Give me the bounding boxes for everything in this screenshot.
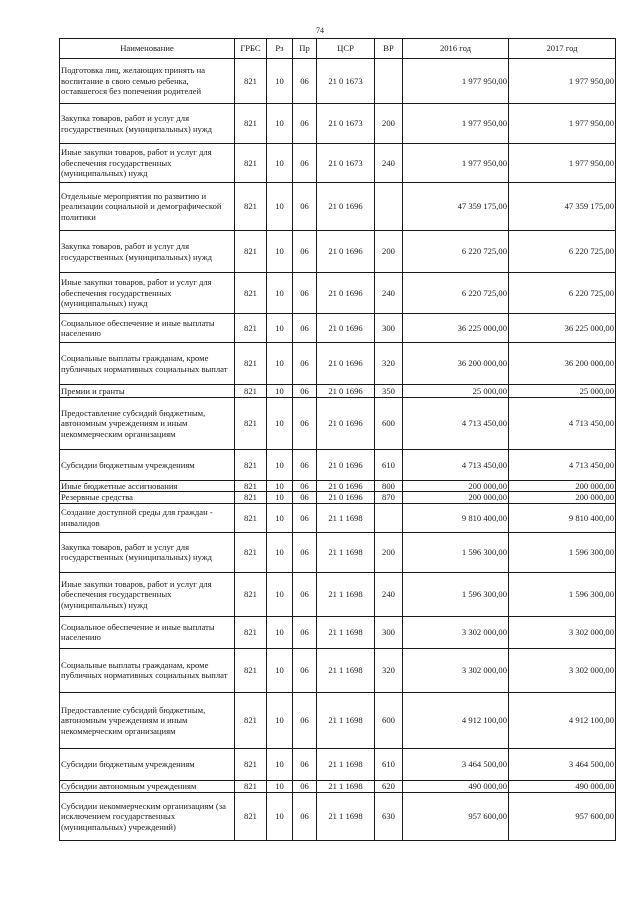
row-csr: 21 1 1698 [317, 532, 375, 572]
row-pr: 06 [293, 450, 317, 481]
row-amount-2016: 4 713 450,00 [403, 450, 509, 481]
row-csr: 21 1 1698 [317, 648, 375, 692]
table-row [60, 385, 616, 398]
row-rz: 10 [267, 59, 293, 104]
row-name: Закупка товаров, работ и услуг для государственных (муниципальных) нужд [60, 104, 235, 144]
row-amount-2016: 3 302 000,00 [403, 616, 509, 648]
row-grbs: 821 [235, 231, 267, 273]
table-row [60, 144, 616, 183]
table-row [60, 59, 616, 104]
row-name: Социальное обеспечение и иные выплаты населению [60, 616, 235, 648]
table-row [60, 231, 616, 273]
row-name: Отдельные мероприятия по развитию и реализации социальной и демографической политики [60, 183, 235, 231]
row-pr: 06 [293, 314, 317, 343]
row-rz: 10 [267, 385, 293, 398]
row-rz: 10 [267, 314, 293, 343]
header-grbs: ГРБС [235, 39, 267, 59]
row-amount-2016: 4 713 450,00 [403, 398, 509, 450]
row-amount-2017: 1 977 950,00 [509, 104, 616, 144]
table-row [60, 692, 616, 748]
row-pr: 06 [293, 532, 317, 572]
row-pr: 06 [293, 780, 317, 792]
row-amount-2017: 3 302 000,00 [509, 648, 616, 692]
row-amount-2016: 47 359 175,00 [403, 183, 509, 231]
row-csr: 21 0 1696 [317, 450, 375, 481]
row-amount-2016: 3 302 000,00 [403, 648, 509, 692]
row-vr: 320 [375, 648, 403, 692]
row-name: Премии и гранты [60, 385, 235, 398]
row-amount-2017: 490 000,00 [509, 780, 616, 792]
header-2016: 2016 год [403, 39, 509, 59]
row-name: Резервные средства [60, 492, 235, 503]
row-pr: 06 [293, 398, 317, 450]
table-row [60, 532, 616, 572]
row-rz: 10 [267, 343, 293, 385]
row-csr: 21 0 1696 [317, 492, 375, 503]
row-pr: 06 [293, 144, 317, 183]
row-amount-2016: 490 000,00 [403, 780, 509, 792]
table-row [60, 792, 616, 840]
row-name: Иные закупки товаров, работ и услуг для обеспечения государственных (муниципальных) нужд [60, 273, 235, 314]
row-amount-2016: 957 600,00 [403, 792, 509, 840]
row-csr: 21 0 1696 [317, 481, 375, 492]
table-row [60, 492, 616, 503]
row-grbs: 821 [235, 183, 267, 231]
row-grbs: 821 [235, 450, 267, 481]
row-amount-2016: 200 000,00 [403, 481, 509, 492]
row-amount-2017: 200 000,00 [509, 481, 616, 492]
table-row [60, 450, 616, 481]
header-rz: Рз [267, 39, 293, 59]
row-csr: 21 0 1696 [317, 314, 375, 343]
row-amount-2017: 25 000,00 [509, 385, 616, 398]
row-rz: 10 [267, 398, 293, 450]
row-rz: 10 [267, 144, 293, 183]
header-csr: ЦСР [317, 39, 375, 59]
row-csr: 21 1 1698 [317, 616, 375, 648]
row-vr: 870 [375, 492, 403, 503]
header-2017: 2017 год [509, 39, 616, 59]
row-rz: 10 [267, 648, 293, 692]
row-pr: 06 [293, 343, 317, 385]
row-name: Социальные выплаты гражданам, кроме публичных нормативных социальных выплат [60, 648, 235, 692]
row-name: Предоставление субсидий бюджетным, автономным учреждениям и иным некоммерческим организациям [60, 398, 235, 450]
row-amount-2016: 6 220 725,00 [403, 231, 509, 273]
row-amount-2017: 6 220 725,00 [509, 231, 616, 273]
row-vr: 240 [375, 572, 403, 616]
table-row [60, 104, 616, 144]
row-name: Субсидии бюджетным учреждениям [60, 748, 235, 780]
row-name: Субсидии бюджетным учреждениям [60, 450, 235, 481]
row-pr: 06 [293, 492, 317, 503]
row-pr: 06 [293, 104, 317, 144]
row-csr: 21 0 1673 [317, 59, 375, 104]
table-row [60, 398, 616, 450]
row-csr: 21 0 1696 [317, 183, 375, 231]
row-pr: 06 [293, 183, 317, 231]
row-grbs: 821 [235, 343, 267, 385]
row-vr: 200 [375, 104, 403, 144]
row-grbs: 821 [235, 572, 267, 616]
row-rz: 10 [267, 792, 293, 840]
row-amount-2017: 36 200 000,00 [509, 343, 616, 385]
row-rz: 10 [267, 616, 293, 648]
row-grbs: 821 [235, 780, 267, 792]
row-vr: 800 [375, 481, 403, 492]
row-pr: 06 [293, 616, 317, 648]
table-row [60, 616, 616, 648]
row-vr: 200 [375, 532, 403, 572]
table-header-row [60, 39, 616, 59]
row-rz: 10 [267, 572, 293, 616]
row-csr: 21 0 1696 [317, 273, 375, 314]
row-grbs: 821 [235, 398, 267, 450]
row-amount-2017: 6 220 725,00 [509, 273, 616, 314]
row-vr [375, 59, 403, 104]
row-grbs: 821 [235, 503, 267, 532]
row-grbs: 821 [235, 492, 267, 503]
table-row [60, 314, 616, 343]
row-rz: 10 [267, 183, 293, 231]
row-amount-2017: 4 912 100,00 [509, 692, 616, 748]
row-pr: 06 [293, 385, 317, 398]
row-rz: 10 [267, 492, 293, 503]
row-amount-2017: 47 359 175,00 [509, 183, 616, 231]
row-csr: 21 0 1696 [317, 398, 375, 450]
row-name: Социальные выплаты гражданам, кроме публичных нормативных социальных выплат [60, 343, 235, 385]
row-amount-2017: 1 596 300,00 [509, 572, 616, 616]
row-csr: 21 1 1698 [317, 503, 375, 532]
row-name: Подготовка лиц, желающих принять на воспитание в свою семью ребенка, оставшегося без попечения родителей [60, 59, 235, 104]
row-grbs: 821 [235, 748, 267, 780]
row-rz: 10 [267, 450, 293, 481]
row-amount-2017: 9 810 400,00 [509, 503, 616, 532]
row-name: Закупка товаров, работ и услуг для государственных (муниципальных) нужд [60, 231, 235, 273]
row-grbs: 821 [235, 692, 267, 748]
row-amount-2017: 4 713 450,00 [509, 450, 616, 481]
row-rz: 10 [267, 481, 293, 492]
row-name: Иные закупки товаров, работ и услуг для обеспечения государственных (муниципальных) нужд [60, 144, 235, 183]
row-rz: 10 [267, 748, 293, 780]
row-amount-2016: 9 810 400,00 [403, 503, 509, 532]
row-rz: 10 [267, 231, 293, 273]
row-csr: 21 1 1698 [317, 692, 375, 748]
row-grbs: 821 [235, 385, 267, 398]
row-csr: 21 1 1698 [317, 792, 375, 840]
row-amount-2017: 36 225 000,00 [509, 314, 616, 343]
row-grbs: 821 [235, 104, 267, 144]
row-vr: 600 [375, 692, 403, 748]
table-row [60, 273, 616, 314]
table-row [60, 503, 616, 532]
row-grbs: 821 [235, 59, 267, 104]
row-amount-2017: 3 302 000,00 [509, 616, 616, 648]
row-vr: 200 [375, 231, 403, 273]
table-row [60, 648, 616, 692]
row-name: Предоставление субсидий бюджетным, автономным учреждениям и иным некоммерческим организациям [60, 692, 235, 748]
row-vr: 300 [375, 616, 403, 648]
row-pr: 06 [293, 792, 317, 840]
row-rz: 10 [267, 503, 293, 532]
row-vr: 240 [375, 144, 403, 183]
row-name: Создание доступной среды для граждан - инвалидов [60, 503, 235, 532]
row-vr: 300 [375, 314, 403, 343]
row-rz: 10 [267, 532, 293, 572]
table-row [60, 748, 616, 780]
row-vr: 320 [375, 343, 403, 385]
row-amount-2017: 957 600,00 [509, 792, 616, 840]
row-amount-2016: 6 220 725,00 [403, 273, 509, 314]
header-name: Наименование [60, 39, 235, 59]
row-vr: 240 [375, 273, 403, 314]
page-number: 74 [316, 26, 324, 35]
row-rz: 10 [267, 273, 293, 314]
row-vr: 610 [375, 450, 403, 481]
row-pr: 06 [293, 503, 317, 532]
row-amount-2016: 1 596 300,00 [403, 572, 509, 616]
row-vr: 620 [375, 780, 403, 792]
row-csr: 21 1 1698 [317, 780, 375, 792]
row-amount-2016: 3 464 500,00 [403, 748, 509, 780]
row-pr: 06 [293, 231, 317, 273]
row-amount-2017: 200 000,00 [509, 492, 616, 503]
table-row [60, 183, 616, 231]
row-pr: 06 [293, 59, 317, 104]
row-grbs: 821 [235, 273, 267, 314]
row-name: Закупка товаров, работ и услуг для государственных (муниципальных) нужд [60, 532, 235, 572]
row-amount-2016: 1 977 950,00 [403, 104, 509, 144]
row-pr: 06 [293, 273, 317, 314]
row-grbs: 821 [235, 616, 267, 648]
row-grbs: 821 [235, 648, 267, 692]
row-name: Иные бюджетные ассигнования [60, 481, 235, 492]
row-grbs: 821 [235, 144, 267, 183]
row-amount-2017: 1 977 950,00 [509, 59, 616, 104]
row-vr: 630 [375, 792, 403, 840]
row-csr: 21 1 1698 [317, 748, 375, 780]
row-pr: 06 [293, 748, 317, 780]
row-grbs: 821 [235, 481, 267, 492]
row-vr: 610 [375, 748, 403, 780]
row-amount-2016: 1 977 950,00 [403, 144, 509, 183]
row-pr: 06 [293, 648, 317, 692]
row-name: Субсидии автономным учреждениям [60, 780, 235, 792]
row-amount-2017: 4 713 450,00 [509, 398, 616, 450]
table-row [60, 572, 616, 616]
budget-table [59, 38, 616, 841]
row-vr: 600 [375, 398, 403, 450]
row-name: Иные закупки товаров, работ и услуг для обеспечения государственных (муниципальных) нужд [60, 572, 235, 616]
row-amount-2017: 1 977 950,00 [509, 144, 616, 183]
row-vr: 350 [375, 385, 403, 398]
row-grbs: 821 [235, 314, 267, 343]
row-amount-2016: 4 912 100,00 [403, 692, 509, 748]
header-pr: Пр [293, 39, 317, 59]
row-amount-2016: 1 596 300,00 [403, 532, 509, 572]
row-amount-2016: 25 000,00 [403, 385, 509, 398]
row-csr: 21 0 1696 [317, 343, 375, 385]
row-pr: 06 [293, 481, 317, 492]
row-pr: 06 [293, 572, 317, 616]
row-rz: 10 [267, 692, 293, 748]
table-row [60, 343, 616, 385]
row-amount-2017: 1 596 300,00 [509, 532, 616, 572]
row-amount-2016: 36 200 000,00 [403, 343, 509, 385]
row-name: Субсидии некоммерческим организациям (за исключением государственных (муниципальных) учреждений) [60, 792, 235, 840]
row-csr: 21 0 1673 [317, 144, 375, 183]
row-csr: 21 0 1696 [317, 231, 375, 273]
row-amount-2016: 1 977 950,00 [403, 59, 509, 104]
row-grbs: 821 [235, 792, 267, 840]
row-amount-2017: 3 464 500,00 [509, 748, 616, 780]
row-name: Социальное обеспечение и иные выплаты населению [60, 314, 235, 343]
table-row [60, 481, 616, 492]
row-csr: 21 0 1696 [317, 385, 375, 398]
row-rz: 10 [267, 780, 293, 792]
table-row [60, 780, 616, 792]
row-vr [375, 503, 403, 532]
row-csr: 21 1 1698 [317, 572, 375, 616]
row-amount-2016: 200 000,00 [403, 492, 509, 503]
header-vr: ВР [375, 39, 403, 59]
row-grbs: 821 [235, 532, 267, 572]
row-amount-2016: 36 225 000,00 [403, 314, 509, 343]
row-rz: 10 [267, 104, 293, 144]
row-csr: 21 0 1673 [317, 104, 375, 144]
row-vr [375, 183, 403, 231]
row-pr: 06 [293, 692, 317, 748]
